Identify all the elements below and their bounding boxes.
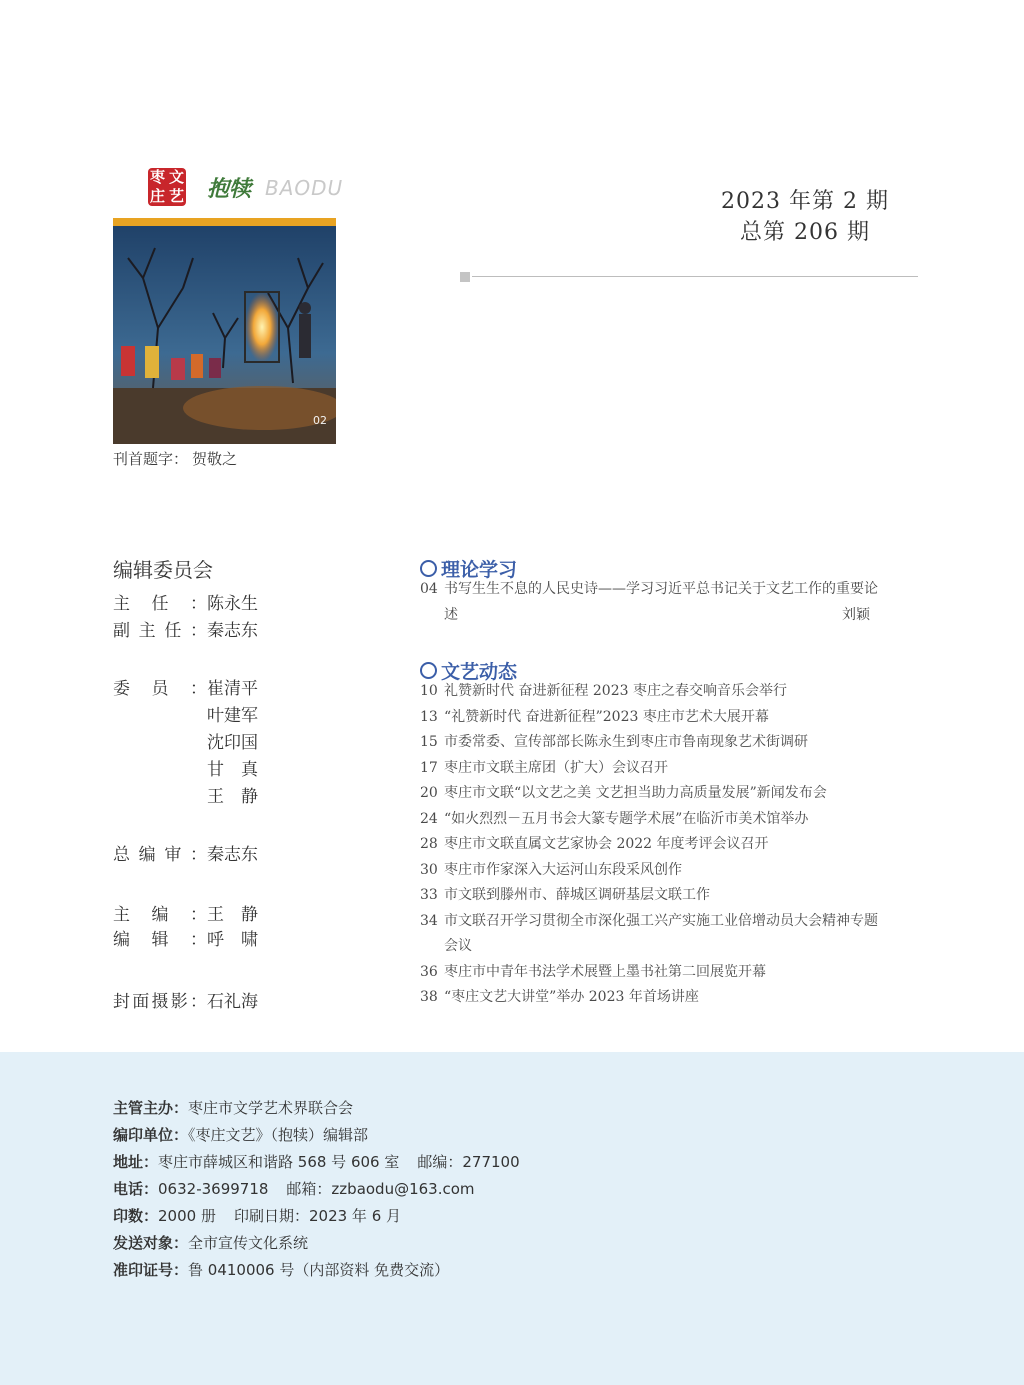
cover-caption-label: 刊首题字： [113, 450, 189, 468]
footer-label: 地址： [113, 1153, 159, 1171]
editorial-label: 总编审： [113, 845, 207, 865]
toc-item[interactable] [420, 832, 880, 858]
editorial-member: 沈印国 [207, 733, 258, 753]
footer-label: 印数： [113, 1207, 159, 1225]
toc-item-title: 枣庄市作家深入大运河山东段采风创作 [444, 861, 682, 878]
issue-total: 总第 206 期 [740, 220, 870, 245]
toc-page-number: 24 [420, 810, 438, 827]
toc-item-author: 刘颖 [842, 606, 870, 623]
toc-item-title: 书写生生不息的人民史诗——学习习近平总书记关于文艺工作的重要论述 [444, 581, 878, 623]
toc-item-title: 市文联召开学习贯彻全市深化强工兴产实施工业倍增动员大会精神专题会议 [444, 912, 878, 954]
footer-publisher [113, 1124, 368, 1145]
editorial-chief-reviewer [113, 843, 258, 867]
footer-label: 准印证号： [113, 1261, 189, 1279]
footer-value: 277100 [462, 1153, 520, 1171]
issue-info [690, 186, 920, 248]
toc-section-title: 文艺动态 [441, 661, 518, 683]
footer-address [113, 1151, 520, 1172]
editorial-label: 副主任： [113, 621, 207, 641]
footer-label: 印刷日期： [233, 1207, 309, 1225]
toc-item-title: 枣庄市文联直属文艺家协会 2022 年度考评会议召开 [444, 836, 769, 852]
cover-issue-mark: 02 [313, 414, 327, 427]
toc-list-news [420, 679, 880, 1011]
toc-list-theory [420, 577, 880, 628]
footer-value: 《枣庄文艺》（抱犊）编辑部 [188, 1126, 369, 1144]
editorial-label: 主任： [113, 594, 207, 614]
editorial-value: 秦志东 [207, 621, 258, 641]
footer-value: 全市宣传文化系统 [188, 1234, 309, 1252]
toc-item-title: “礼赞新时代 奋进新征程”2023 枣庄市艺术大展开幕 [444, 708, 769, 725]
toc-page-number: 28 [420, 836, 438, 852]
editorial-members [113, 677, 207, 701]
footer-value: 枣庄市薛城区和谐路 568 号 606 室 [158, 1153, 400, 1171]
editorial-member: 崔清平 [207, 679, 258, 699]
editorial-deputy-director [113, 619, 258, 643]
toc-item[interactable] [420, 756, 880, 782]
footer-value: 鲁 0410006 号（内部资料 免费交流） [188, 1261, 450, 1279]
toc-item-title: 枣庄市中青年书法学术展暨上墨书社第二回展览开幕 [444, 963, 766, 980]
footer-print [113, 1205, 401, 1226]
toc-item[interactable] [420, 858, 880, 884]
toc-item-title: 市委常委、宣传部部长陈永生到枣庄市鲁南现象艺术街调研 [444, 734, 808, 750]
editorial-board-title: 编辑委员会 [113, 558, 213, 582]
toc-section-title: 理论学习 [441, 559, 518, 581]
footer-audience [113, 1232, 308, 1253]
footer-contact [113, 1178, 475, 1199]
footer-label: 邮编： [417, 1153, 463, 1171]
toc-item-title: 市文联到滕州市、薛城区调研基层文联工作 [444, 887, 710, 903]
editorial-director [113, 592, 258, 616]
brand-chinese: 抱犊 [207, 177, 252, 202]
editorial-member: 叶建军 [207, 706, 258, 726]
issue-number: 2023 年第 2 期 [721, 189, 889, 214]
editorial-value: 王 静 [207, 905, 258, 925]
toc-page-number: 38 [420, 989, 438, 1005]
toc-item[interactable] [420, 909, 880, 960]
editorial-value: 呼 啸 [207, 930, 258, 950]
footer-permit [113, 1259, 449, 1280]
toc-item-title: “枣庄文艺大讲堂”举办 2023 年首场讲座 [444, 989, 699, 1005]
editorial-member: 甘 真 [207, 760, 258, 780]
toc-page-number: 10 [420, 683, 438, 699]
toc-item-title: 礼赞新时代 奋进新征程 2023 枣庄之春交响音乐会举行 [444, 683, 787, 699]
toc-page-number: 30 [420, 861, 438, 878]
footer-label: 主管主办： [113, 1099, 189, 1117]
editorial-value: 秦志东 [207, 845, 258, 865]
toc-item[interactable] [420, 730, 880, 756]
circle-bullet-icon [420, 560, 437, 577]
editorial-label: 主编： [113, 905, 207, 925]
toc-page-number: 13 [420, 708, 438, 725]
divider-line [472, 276, 918, 277]
toc-item[interactable] [420, 883, 880, 909]
editorial-member: 王 静 [207, 787, 258, 807]
editorial-label: 封面摄影： [113, 992, 207, 1012]
footer-label: 邮箱： [286, 1180, 332, 1198]
toc-page-number: 34 [420, 912, 438, 929]
seal-char: 庄 [149, 187, 165, 205]
toc-page-number: 33 [420, 887, 438, 903]
divider-marker [460, 272, 470, 282]
toc-item[interactable] [420, 960, 880, 986]
editorial-editor [113, 928, 258, 952]
editorial-label: 编辑： [113, 930, 207, 950]
seal-char: 文 [168, 168, 184, 186]
toc-item[interactable] [420, 679, 880, 705]
footer-value: 2000 册 [158, 1207, 216, 1225]
editorial-cover-photo [113, 990, 258, 1014]
zaozhuang-wenyi-seal-logo [148, 168, 186, 206]
toc-page-number: 04 [420, 581, 438, 597]
cover-caption [113, 448, 237, 469]
editorial-chief-editor [113, 903, 258, 927]
toc-item-title: 枣庄市文联主席团（扩大）会议召开 [444, 759, 668, 776]
toc-item[interactable] [420, 705, 880, 731]
editorial-value: 石礼海 [207, 992, 258, 1012]
brand-english: BAODU [265, 176, 344, 200]
footer-value: 0632-3699718 [158, 1180, 269, 1198]
footer-label: 编印单位： [113, 1126, 189, 1144]
circle-bullet-icon [420, 662, 437, 679]
toc-item[interactable] [420, 577, 880, 628]
footer-value: 2023 年 6 月 [308, 1207, 402, 1225]
toc-page-number: 17 [420, 759, 438, 776]
toc-item-title: “如火烈烈－五月书会大篆专题学术展”在临沂市美术馆举办 [444, 810, 809, 827]
toc-item[interactable] [420, 807, 880, 833]
footer-sponsor [113, 1097, 353, 1118]
seal-char: 枣 [149, 168, 165, 186]
toc-page-number: 20 [420, 785, 438, 801]
editorial-value: 陈永生 [207, 594, 258, 614]
toc-item-title: 枣庄市文联“以文艺之美 文艺担当助力高质量发展”新闻发布会 [444, 785, 827, 801]
toc-page-number: 15 [420, 734, 438, 750]
footer-label: 发送对象： [113, 1234, 189, 1252]
editorial-label: 委员： [113, 679, 207, 699]
toc-page-number: 36 [420, 963, 438, 980]
footer-value: 枣庄市文学艺术界联合会 [188, 1099, 354, 1117]
seal-char: 艺 [168, 187, 184, 205]
footer-email[interactable]: zzbaodu@163.com [331, 1180, 475, 1198]
footer-label: 电话： [113, 1180, 159, 1198]
cover-caption-value: 贺敬之 [192, 450, 238, 468]
toc-item[interactable] [420, 985, 880, 1011]
cover-image [113, 218, 336, 444]
toc-item[interactable] [420, 781, 880, 807]
